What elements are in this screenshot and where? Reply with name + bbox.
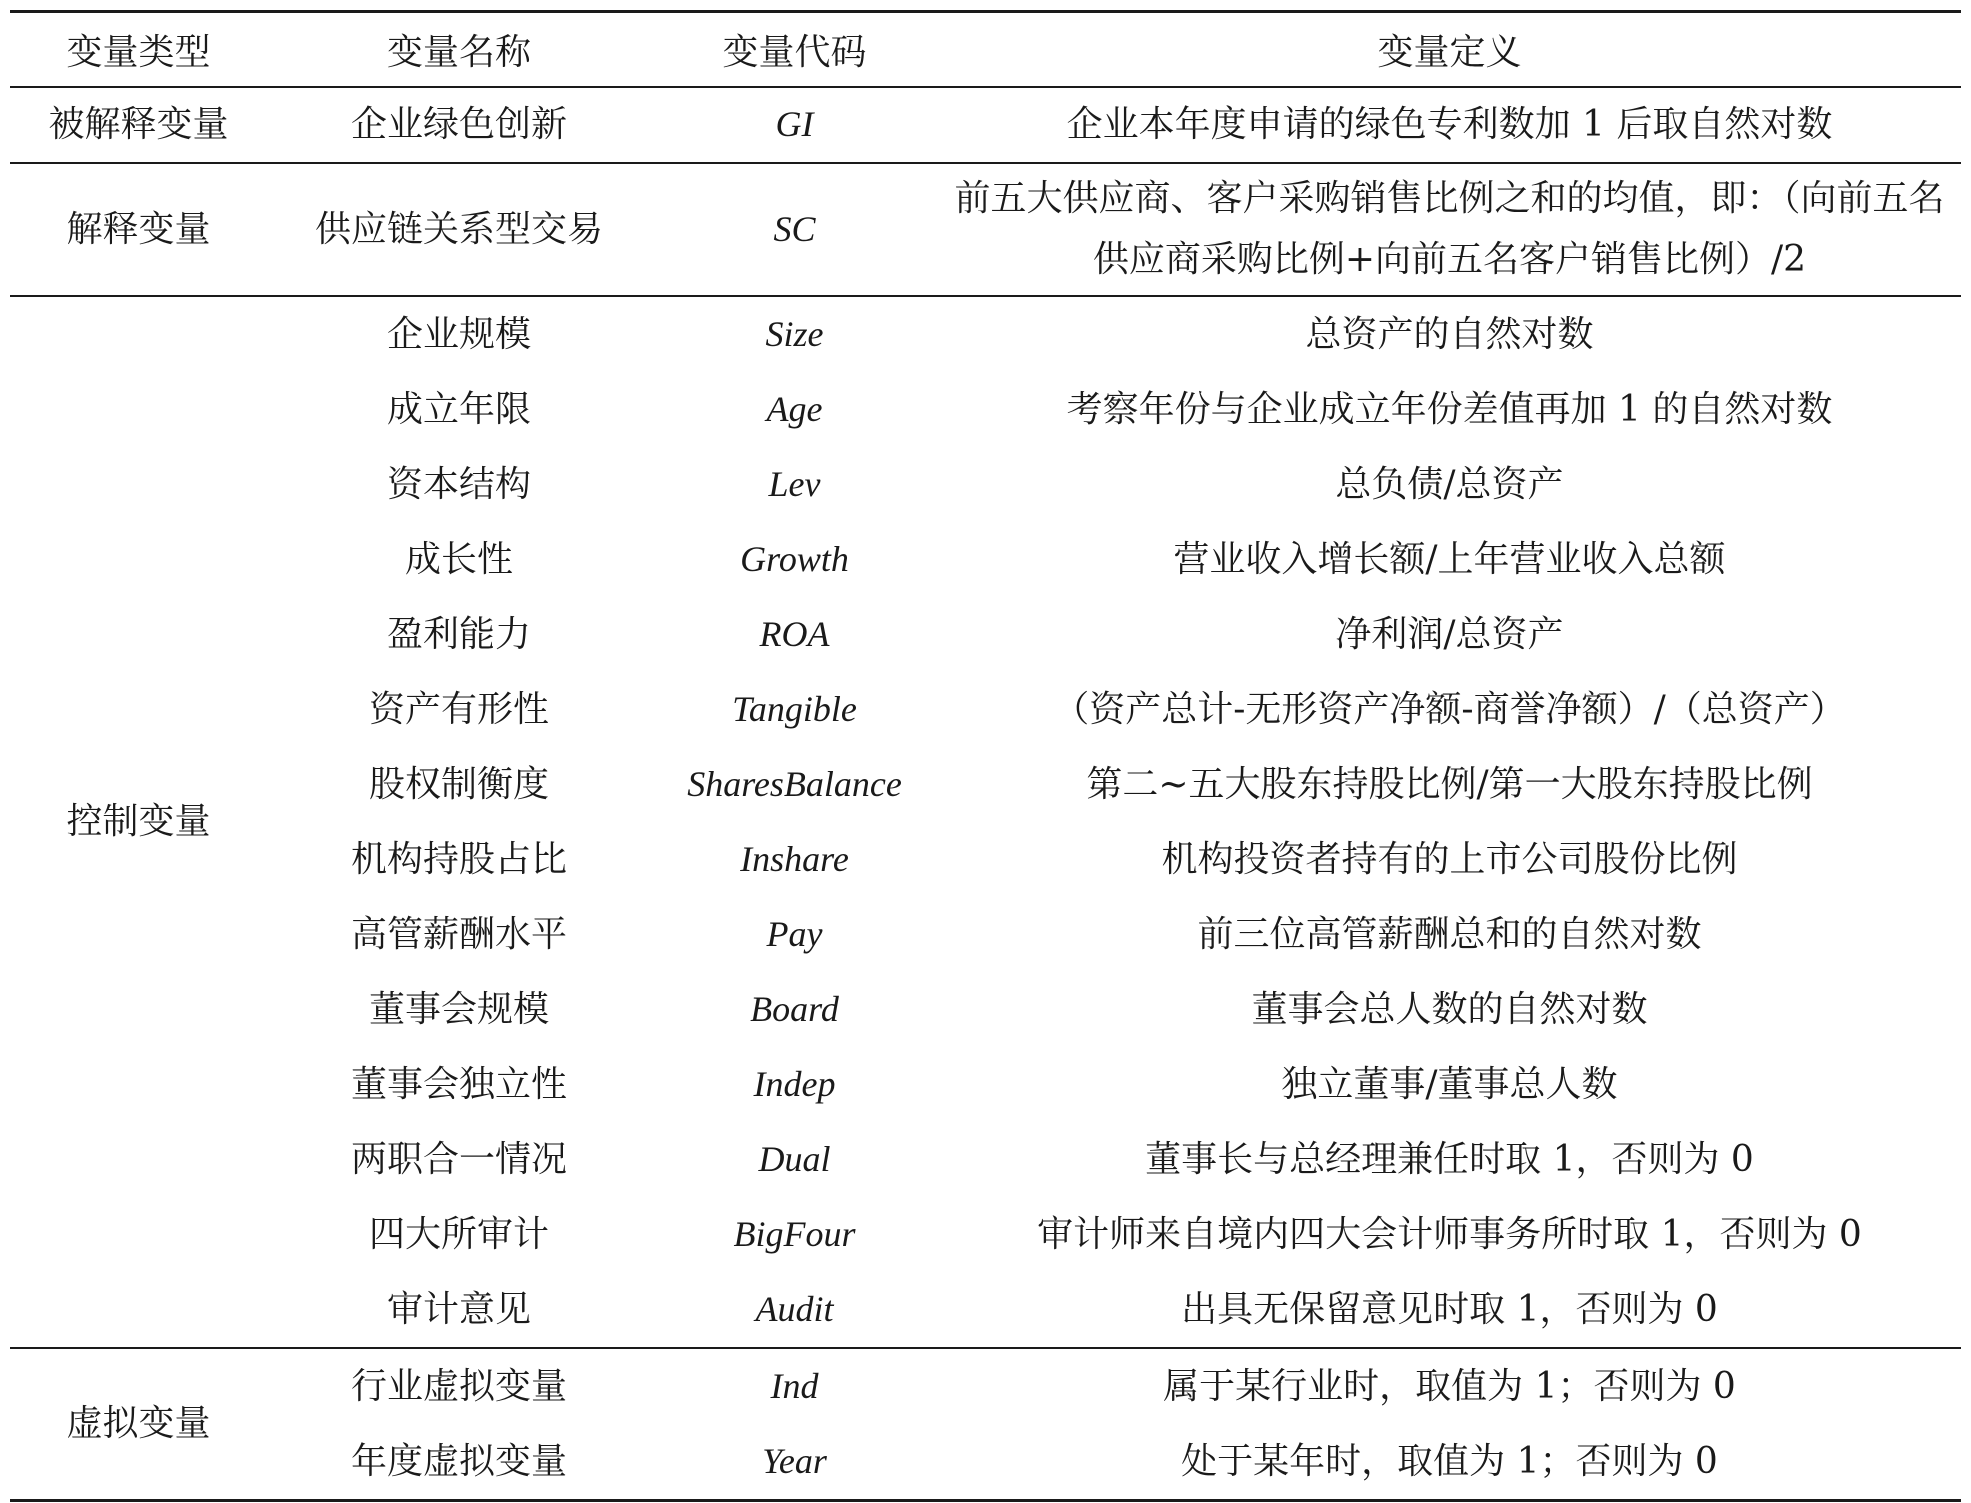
variable-name-cell: 董事会规模	[368, 988, 549, 1030]
variable-definition-table	[10, 10, 1961, 1502]
table-row	[10, 597, 1961, 672]
variable-definition-cell: 前五大供应商、客户采购销售比例之和的均值，即：（向前五名供应商采购比例+向前五名客户销售比例）/2	[954, 178, 1945, 280]
table-row	[10, 1197, 1961, 1272]
header-variable-name: 变量名称	[386, 32, 531, 73]
table-row	[10, 1047, 1961, 1122]
table-header	[10, 12, 1961, 88]
variable-code-cell: Pay	[766, 913, 823, 954]
variable-definition-cell: 董事会总人数的自然对数	[1251, 988, 1648, 1030]
table-row	[10, 87, 1961, 163]
variable-definition-cell: 净利润/总资产	[1335, 613, 1564, 655]
variable-name-cell: 企业规模	[386, 313, 531, 355]
variable-name-cell: 两职合一情况	[350, 1138, 567, 1180]
variable-definition-table-container	[10, 10, 1961, 1502]
table-row	[10, 522, 1961, 597]
variable-code-cell: Dual	[758, 1138, 831, 1179]
variable-definition-cell: 审计师来自境内四大会计师事务所时取 1，否则为 0	[1037, 1213, 1862, 1255]
variable-name-cell: 股权制衡度	[368, 763, 549, 805]
variable-name-cell: 资本结构	[386, 463, 531, 505]
variable-definition-cell: 考察年份与企业成立年份差值再加 1 的自然对数	[1066, 388, 1833, 430]
variable-name-cell: 机构持股占比	[350, 838, 567, 880]
variable-code-cell: Year	[762, 1440, 827, 1481]
header-row	[10, 12, 1961, 88]
variable-name-cell: 供应链关系型交易	[314, 208, 603, 250]
variable-code-cell: SharesBalance	[687, 763, 902, 804]
variable-name-cell: 资产有形性	[368, 688, 549, 730]
table-row	[10, 747, 1961, 822]
variable-code-cell: Size	[765, 313, 824, 354]
variable-code-cell: BigFour	[733, 1213, 856, 1254]
table-body	[10, 87, 1961, 1501]
header-variable-code: 变量代码	[722, 32, 867, 73]
variable-name-cell: 成长性	[404, 538, 513, 580]
variable-definition-cell: 董事长与总经理兼任时取 1，否则为 0	[1145, 1138, 1754, 1180]
variable-name-cell: 行业虚拟变量	[350, 1365, 567, 1407]
variable-definition-cell: 第二~五大股东持股比例/第一大股东持股比例	[1086, 763, 1813, 805]
variable-name-cell: 企业绿色创新	[350, 104, 567, 146]
variable-code-cell: Growth	[740, 538, 849, 579]
variable-code-cell: Lev	[768, 463, 821, 504]
variable-code-cell: Inshare	[740, 838, 849, 879]
variable-code-cell: GI	[775, 104, 814, 145]
table-row	[10, 163, 1961, 296]
variable-type-cell: 被解释变量	[48, 104, 229, 146]
table-row	[10, 1122, 1961, 1197]
variable-name-cell: 高管薪酬水平	[350, 913, 567, 955]
variable-code-cell: Indep	[753, 1063, 836, 1104]
table-row	[10, 296, 1961, 372]
table-row	[10, 372, 1961, 447]
table-row	[10, 822, 1961, 897]
table-row	[10, 1272, 1961, 1348]
variable-type-cell: 控制变量	[66, 801, 211, 843]
variable-definition-cell: 营业收入增长额/上年营业收入总额	[1173, 538, 1726, 580]
table-row	[10, 447, 1961, 522]
variable-definition-cell: 总资产的自然对数	[1305, 313, 1594, 355]
variable-code-cell: Board	[750, 988, 839, 1029]
variable-definition-cell: （资产总计-无形资产净额-商誉净额）/（总资产）	[1053, 688, 1846, 730]
variable-name-cell: 董事会独立性	[350, 1063, 567, 1105]
header-variable-definition: 变量定义	[1377, 32, 1522, 73]
variable-code-cell: Audit	[755, 1288, 834, 1329]
variable-code-cell: SC	[773, 208, 816, 249]
variable-name-cell: 四大所审计	[368, 1213, 549, 1255]
variable-definition-cell: 属于某行业时，取值为 1；否则为 0	[1163, 1365, 1736, 1407]
table-row	[10, 897, 1961, 972]
variable-definition-cell: 独立董事/董事总人数	[1281, 1063, 1618, 1105]
variable-name-cell: 年度虚拟变量	[350, 1440, 567, 1482]
variable-code-cell: Ind	[770, 1365, 819, 1406]
variable-definition-cell: 出具无保留意见时取 1，否则为 0	[1181, 1288, 1718, 1330]
table-row	[10, 1348, 1961, 1424]
variable-type-cell: 虚拟变量	[66, 1403, 211, 1445]
variable-definition-cell: 总负债/总资产	[1335, 463, 1564, 505]
variable-definition-cell: 处于某年时，取值为 1；否则为 0	[1181, 1440, 1718, 1482]
variable-code-cell: Tangible	[732, 688, 857, 729]
variable-definition-cell: 前三位高管薪酬总和的自然对数	[1197, 913, 1702, 955]
table-row	[10, 1424, 1961, 1501]
header-variable-type: 变量类型	[66, 32, 211, 73]
table-row	[10, 972, 1961, 1047]
variable-definition-cell: 企业本年度申请的绿色专利数加 1 后取自然对数	[1066, 104, 1833, 146]
variable-name-cell: 盈利能力	[386, 613, 531, 655]
variable-type-cell: 解释变量	[66, 208, 211, 250]
variable-code-cell: ROA	[759, 613, 830, 654]
variable-code-cell: Age	[766, 388, 823, 429]
variable-name-cell: 审计意见	[386, 1288, 531, 1330]
variable-name-cell: 成立年限	[386, 388, 531, 430]
table-row	[10, 672, 1961, 747]
variable-definition-cell: 机构投资者持有的上市公司股份比例	[1161, 838, 1738, 880]
